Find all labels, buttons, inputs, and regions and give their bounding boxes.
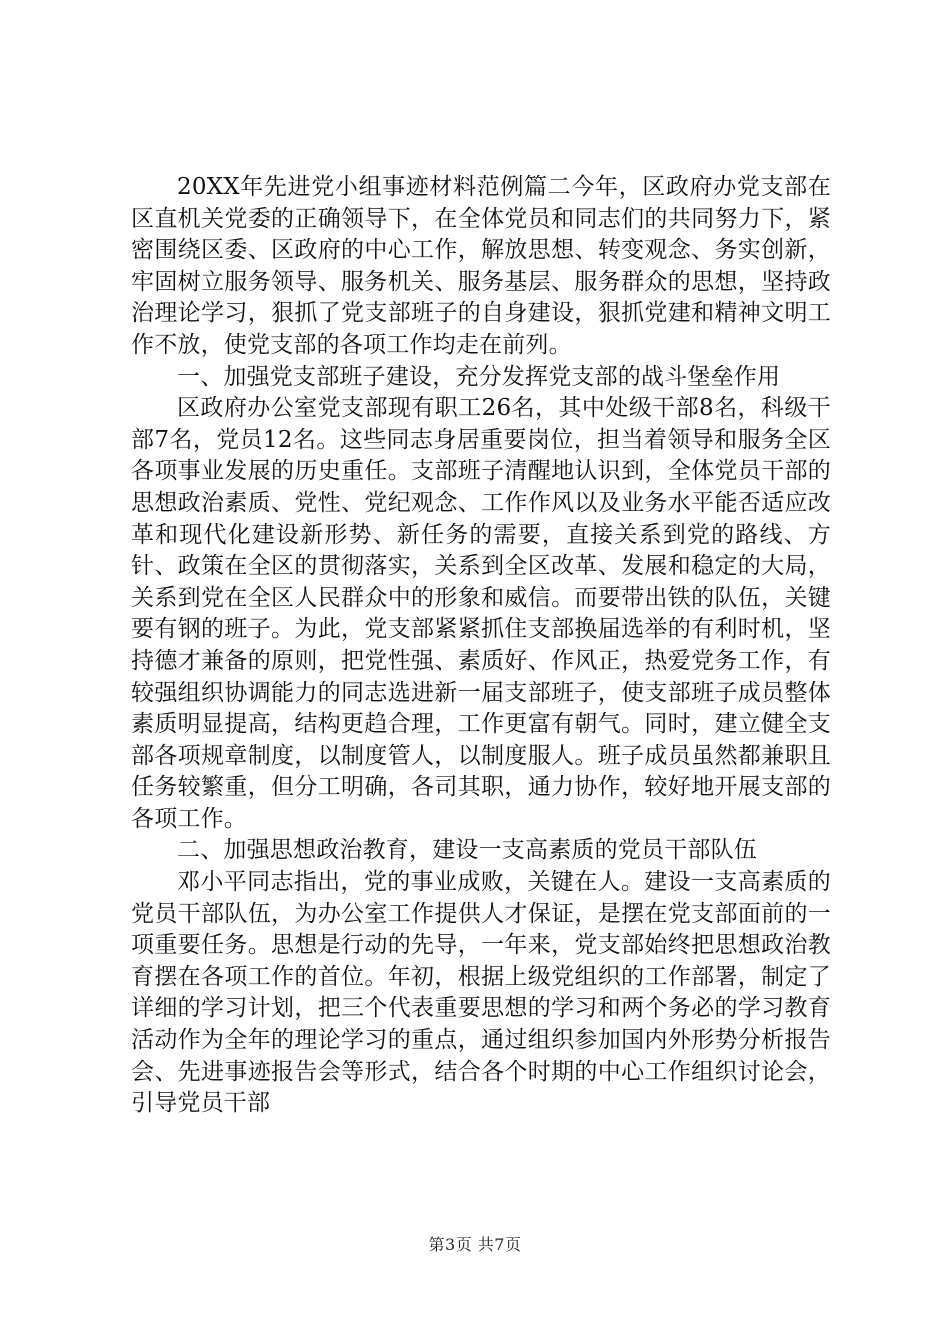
section-heading-2: 二、加强思想政治教育，建设一支高素质的党员干部队伍 <box>177 837 757 864</box>
section-heading-1: 一、加强党支部班子建设，充分发挥党支部的战斗堡垒作用 <box>177 363 781 390</box>
page-number-footer: 第3页 共7页 <box>428 1235 522 1254</box>
document-body <box>131 172 831 1120</box>
body-paragraph-2: 邓小平同志指出，党的事业成败，关键在人。建设一支高素质的党员干部队伍，为办公室工作提供人才保证，是摆在党支部面前的一项重要任务。思想是行动的先导，一年来，党支部始终把思想政治教育摆在各项工作的首位。年初，根据上级党组织的工作部署，制定了详细的学习计划，把三个代表重要思想的学习和两个务必的学习教育活动作为全年的理论学习的重点，通过组织参加国内外形势分析报告会、先进事迹报告会等形式，结合各个时期的中心工作组织讨论会，引导党员干部 <box>131 869 831 1117</box>
body-paragraph-1: 区政府办公室党支部现有职工26名，其中处级干部8名，科级干部7名，党员12名。这些同志身居重要岗位，担当着领导和服务全区各项事业发展的历史重任。支部班子清醒地认识到，全体党员干部的思想政治素质、党性、党纪观念、工作作风以及业务水平能否适应改革和现代化建设新形势、新任务的需要，直接关系到党的路线、方针、政策在全区的贯彻落实，关系到全区改革、发展和稳定的大局，关系到党在全区人民群众中的形象和威信。而要带出铁的队伍，关键要有钢的班子。为此，党支部紧紧抓住支部换届选举的有利时机，坚持德才兼备的原则，把党性强、素质好、作风正，热爱党务工作，有较强组织协调能力的同志选进新一届支部班子，使支部班子成员整体素质明显提高，结构更趋合理，工作更富有朝气。同时，建立健全支部各项规章制度，以制度管人，以制度服人。班子成员虽然都兼职且任务较繁重，但分工明确，各司其职，通力协作，较好地开展支部的各项工作。 <box>131 395 831 832</box>
intro-paragraph: 20XX年先进党小组事迹材料范例篇二今年，区政府办党支部在区直机关党委的正确领导下，在全体党员和同志们的共同努力下，紧密围绕区委、区政府的中心工作，解放思想、转变观念、务实创新，牢固树立服务领导、服务机关、服务基层、服务群众的思想，坚持政治理论学习，狠抓了党支部班子的自身建设，狠抓党建和精神文明工作不放，使党支部的各项工作均走在前列。 <box>131 174 831 358</box>
